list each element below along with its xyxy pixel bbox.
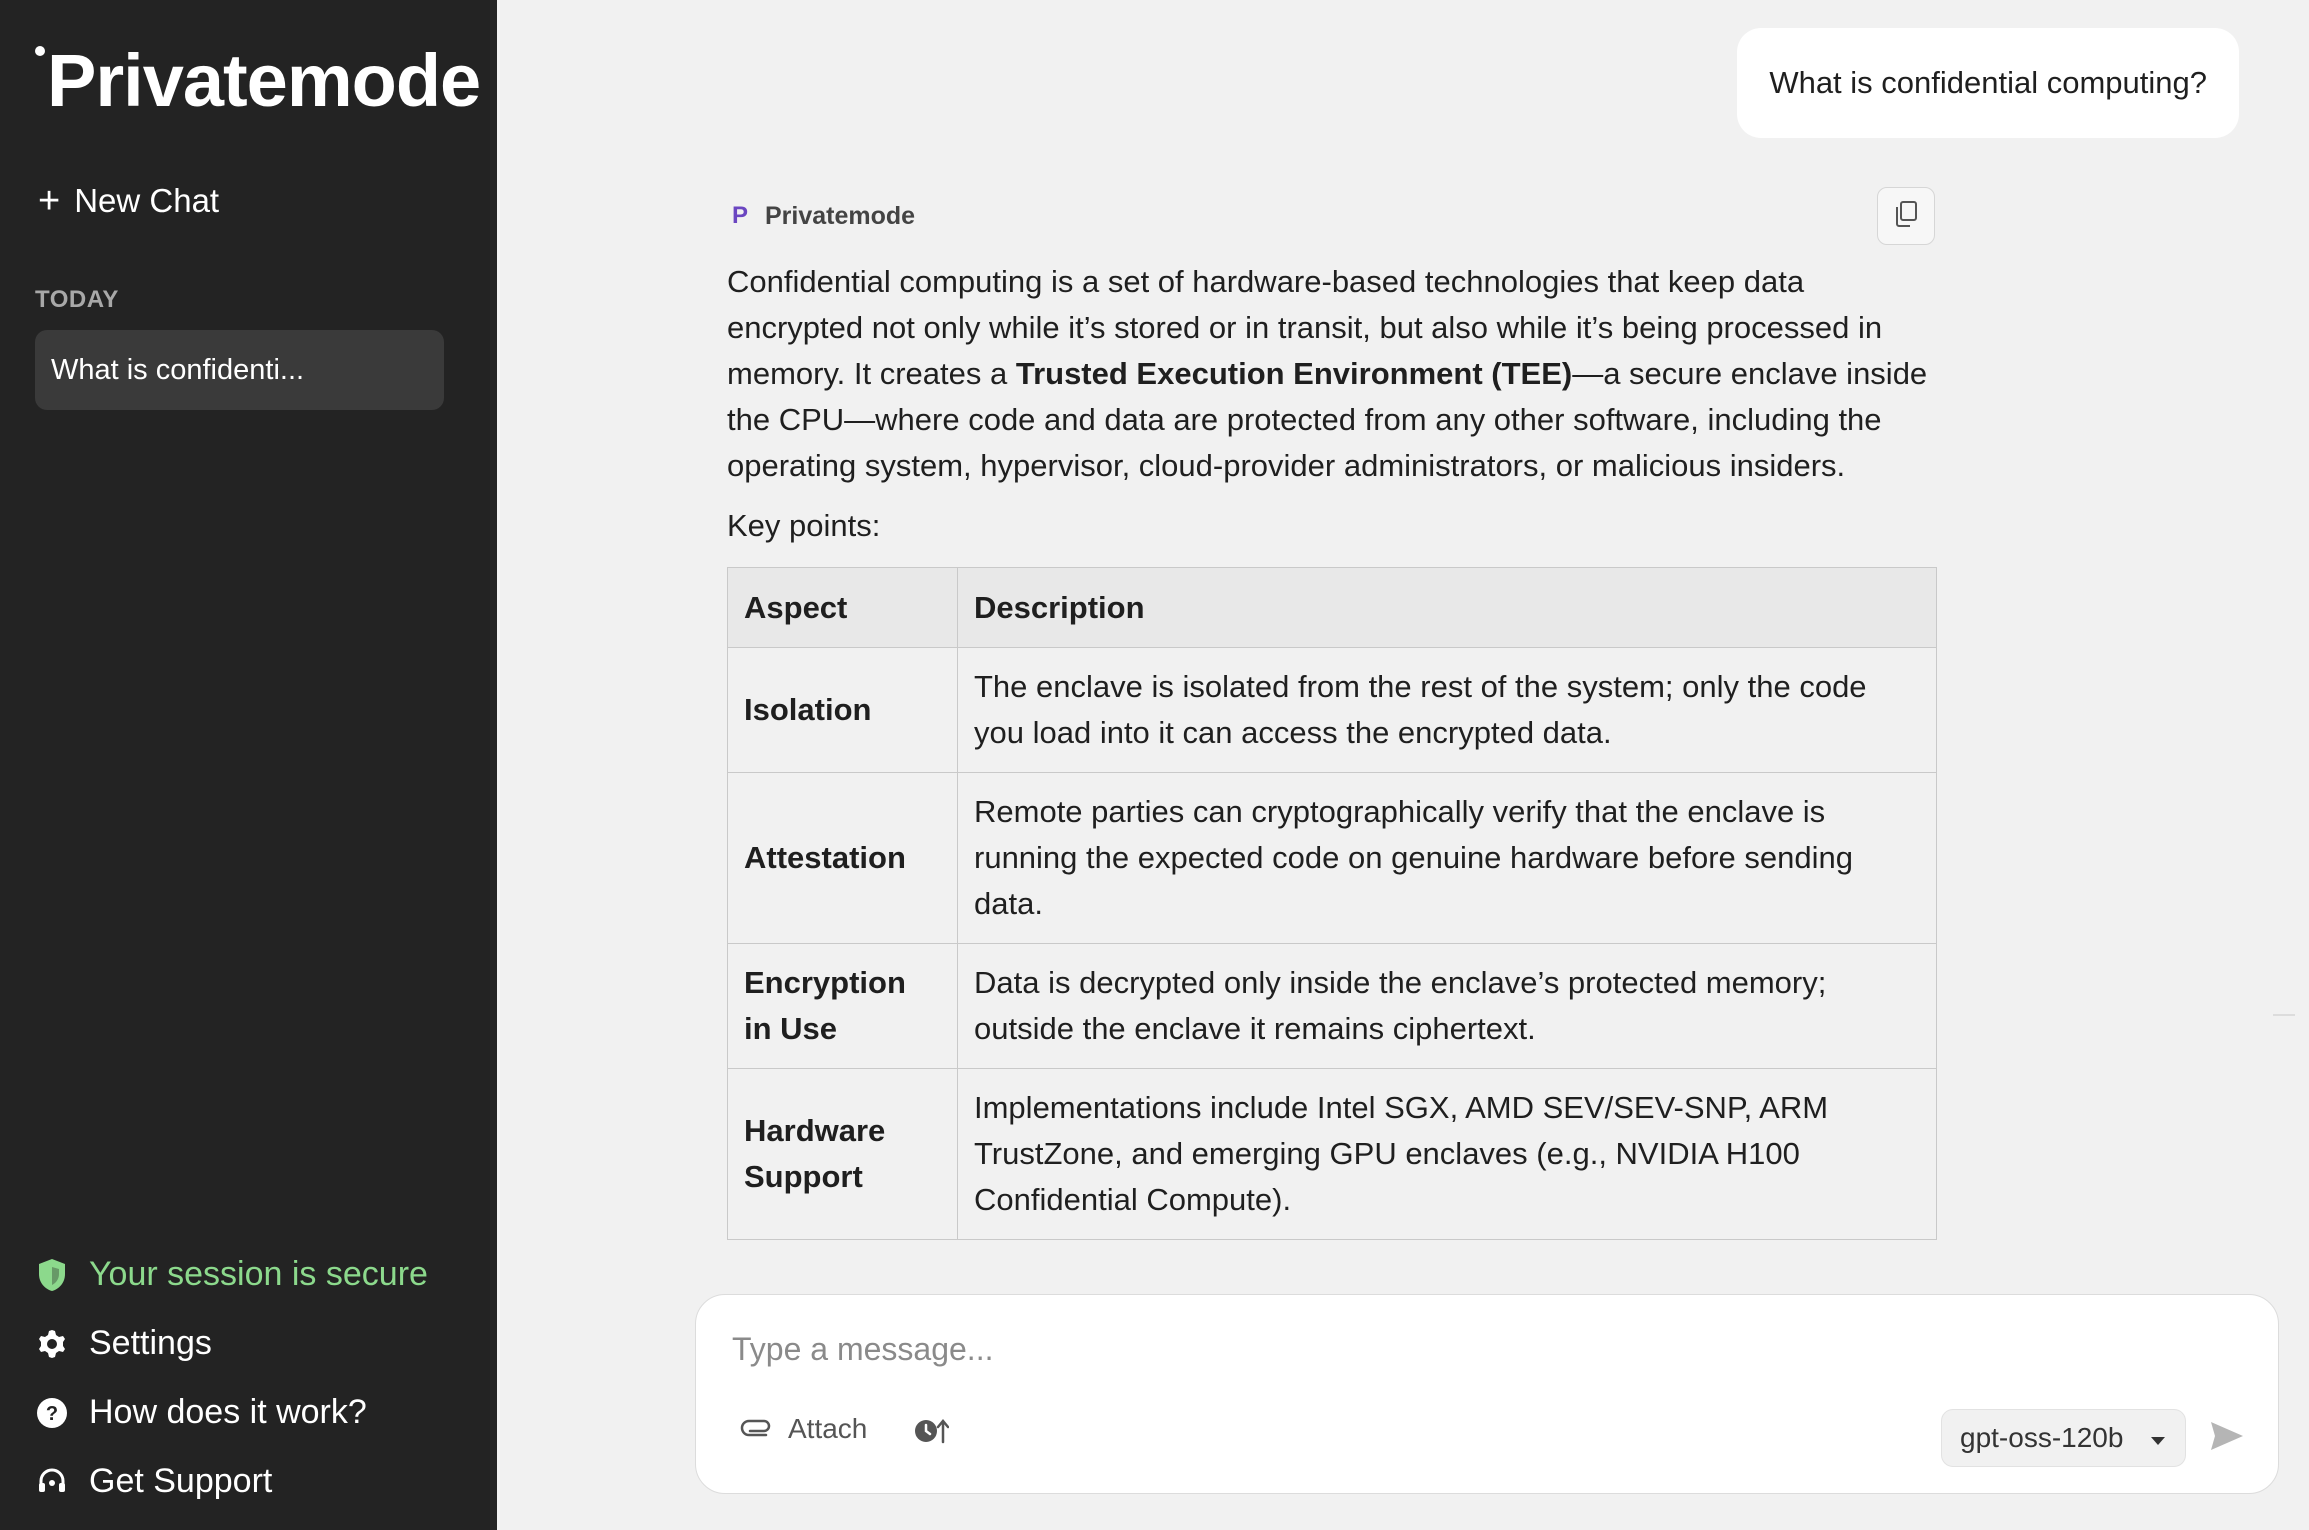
history-item-label: What is confidenti... xyxy=(51,353,305,386)
table-cell-description: Implementations include Intel SGX, AMD SEV/SEV-SNP, ARM TrustZone, and emerging GPU enclaves (e.g., NVIDIA H100 Confidential Compute). xyxy=(958,1069,1937,1240)
table-header-aspect: Aspect xyxy=(728,568,958,648)
logo-dot xyxy=(35,46,45,56)
logo-text: Privatemode xyxy=(47,39,481,122)
table-row xyxy=(728,1069,1937,1240)
assistant-name: Privatemode xyxy=(765,201,916,230)
table-header-row xyxy=(728,568,1937,648)
table-header-description: Description xyxy=(958,568,1937,648)
support-icon xyxy=(35,1465,69,1499)
copy-icon xyxy=(1893,200,1919,233)
attach-button[interactable] xyxy=(740,1413,867,1445)
session-secure-indicator xyxy=(35,1240,428,1309)
key-points-label: Key points: xyxy=(727,508,881,543)
sidebar xyxy=(0,0,497,1530)
how-it-works-button[interactable] xyxy=(35,1378,428,1447)
section-label-today: TODAY xyxy=(35,286,119,313)
table-row xyxy=(728,773,1937,944)
help-icon xyxy=(35,1396,69,1430)
shield-icon xyxy=(35,1258,69,1292)
table-row xyxy=(728,944,1937,1069)
send-button[interactable] xyxy=(2204,1415,2250,1461)
new-chat-label: New Chat xyxy=(74,182,220,219)
intro-text-2: —a secure enclave inside the CPU—where code and data are protected from any other software, including the operating system, hypervisor, cloud-provider administrators, or malicious insiders. xyxy=(727,356,1928,483)
plus-icon: + xyxy=(38,180,61,222)
history-icon xyxy=(913,1416,949,1451)
app-logo xyxy=(35,38,480,123)
table-cell-aspect: Hardware Support xyxy=(728,1069,958,1240)
privatemode-icon: P xyxy=(731,202,748,229)
paperclip-icon xyxy=(740,1413,774,1445)
intro-text-1: Confidential computing is a set of hardware-based technologies that keep data encrypted not only while it’s stored or in transit, but also while it’s being processed in memory. It creates a xyxy=(727,264,1883,391)
table-cell-aspect: Attestation xyxy=(728,773,958,944)
send-icon xyxy=(2209,1420,2245,1457)
settings-label: Settings xyxy=(89,1324,212,1362)
attach-label: Attach xyxy=(788,1413,868,1444)
model-select[interactable] xyxy=(1941,1409,2186,1467)
new-chat-button[interactable] xyxy=(38,182,219,220)
table-cell-description: Remote parties can cryptographically verify that the enclave is running the expected code on genuine hardware before sending data. xyxy=(958,773,1937,944)
gear-icon xyxy=(35,1327,69,1361)
how-it-works-label: How does it work? xyxy=(89,1393,367,1431)
assistant-intro-paragraph xyxy=(727,259,1935,489)
chevron-down-icon xyxy=(2149,1422,2167,1454)
chat-main xyxy=(497,0,2309,1530)
copy-button[interactable] xyxy=(1877,187,1935,245)
table-row xyxy=(728,648,1937,773)
sidebar-footer xyxy=(35,1240,428,1516)
table-cell-description: The enclave is isolated from the rest of the system; only the code you load into it can access the encrypted data. xyxy=(958,648,1937,773)
intro-bold-tee: Trusted Execution Environment (TEE) xyxy=(1015,356,1573,391)
message-composer xyxy=(695,1294,2279,1494)
table-cell-description: Data is decrypted only inside the enclave’s protected memory; outside the enclave it remains ciphertext. xyxy=(958,944,1937,1069)
assistant-header xyxy=(727,185,1935,247)
scrollbar-hint[interactable] xyxy=(2273,1014,2295,1016)
table-cell-aspect: Isolation xyxy=(728,648,958,773)
assistant-message xyxy=(727,185,1935,1240)
session-secure-label: Your session is secure xyxy=(89,1255,428,1293)
history-toggle-button[interactable] xyxy=(911,1413,951,1453)
get-support-button[interactable] xyxy=(35,1447,428,1516)
get-support-label: Get Support xyxy=(89,1462,273,1500)
user-message-text: What is confidential computing? xyxy=(1769,65,2207,100)
settings-button[interactable] xyxy=(35,1309,428,1378)
model-select-value: gpt-oss-120b xyxy=(1960,1422,2124,1453)
table-cell-aspect: Encryption in Use xyxy=(728,944,958,1069)
history-item[interactable] xyxy=(35,330,444,410)
user-message-bubble xyxy=(1737,28,2239,138)
svg-text:?: ? xyxy=(45,1402,59,1425)
key-points-table xyxy=(727,567,1937,1240)
message-input[interactable] xyxy=(732,1319,2232,1379)
